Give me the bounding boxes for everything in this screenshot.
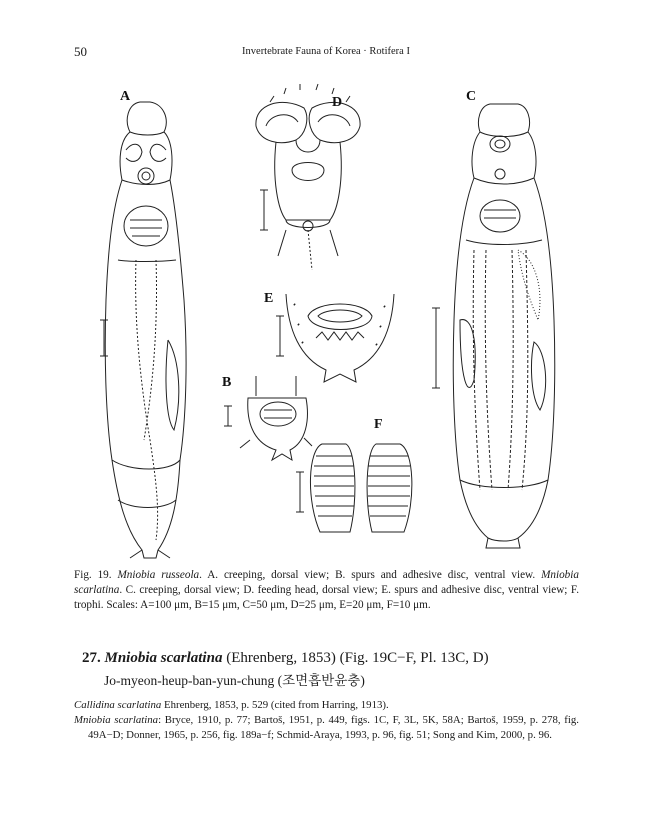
caption-species-1: Mniobia russeola — [117, 569, 200, 581]
species-authority: (Ehrenberg, 1853) — [222, 650, 340, 666]
label-b: B — [222, 375, 232, 390]
panel-e-drawing — [286, 294, 394, 382]
synonym-text: Ehrenberg, 1853, p. 529 (cited from Harring, 1913). — [161, 699, 389, 711]
label-a: A — [120, 89, 131, 104]
caption-text-2: . C. creeping, dorsal view; D. feeding head, dorsal view; E. spurs and adhesive disc, ventral view; F. trophi. Scales: A=100 μm, B=15 μm, C=50 μm, D=25 μm, E=20 μm, F=10 μm. — [74, 584, 579, 611]
figure-19 — [60, 80, 590, 560]
page-number: 50 — [74, 44, 87, 59]
species-binomial: Mniobia scarlatina — [104, 650, 223, 666]
figure-caption — [74, 568, 579, 613]
label-c: C — [466, 89, 477, 104]
panel-a-drawing — [105, 102, 186, 558]
panel-f-drawing — [310, 444, 411, 532]
panel-d-drawing — [256, 84, 360, 270]
panel-b-drawing — [240, 376, 312, 460]
label-d: D — [332, 95, 343, 110]
synonym-text: : Bryce, 1910, p. 77; Bartoš, 1951, p. 449, figs. 1C, F, 3L, 5K, 58A; Bartoš, 1959, p. 278, fig. 49A−D; Donner, 1965, p. 256, fig. 189a−f; Schmid-Araya, 1993, p. 96, fig. 51; Song and Kim, 2000, p. 96. — [88, 714, 579, 741]
synonym-name: Callidina scarlatina — [74, 699, 162, 711]
panel-c-drawing — [453, 104, 555, 548]
korean-name: Jo-myeon-heup-ban-yun-chung (조면흡반윤충) — [104, 673, 365, 688]
synonymy-list — [74, 698, 579, 743]
running-head: Invertebrate Fauna of Korea · Rotifera I — [242, 46, 410, 57]
species-number: 27. — [82, 650, 101, 666]
caption-fig-label: Fig. 19. — [74, 569, 112, 581]
species-figure-ref: (Fig. 19C−F, Pl. 13C, D) — [339, 650, 489, 666]
caption-species-2: Mniobia scarlatina — [74, 569, 579, 596]
species-heading — [82, 650, 602, 667]
synonymy-entry — [74, 713, 579, 743]
caption-text-1: . A. creeping, dorsal view; B. spurs and adhesive disc, ventral view. — [199, 569, 542, 581]
synonym-name: Mniobia scarlatina — [74, 714, 159, 726]
synonymy-entry — [74, 698, 579, 713]
figure-illustration — [60, 80, 590, 560]
label-f: F — [374, 417, 383, 432]
label-e: E — [264, 291, 274, 306]
